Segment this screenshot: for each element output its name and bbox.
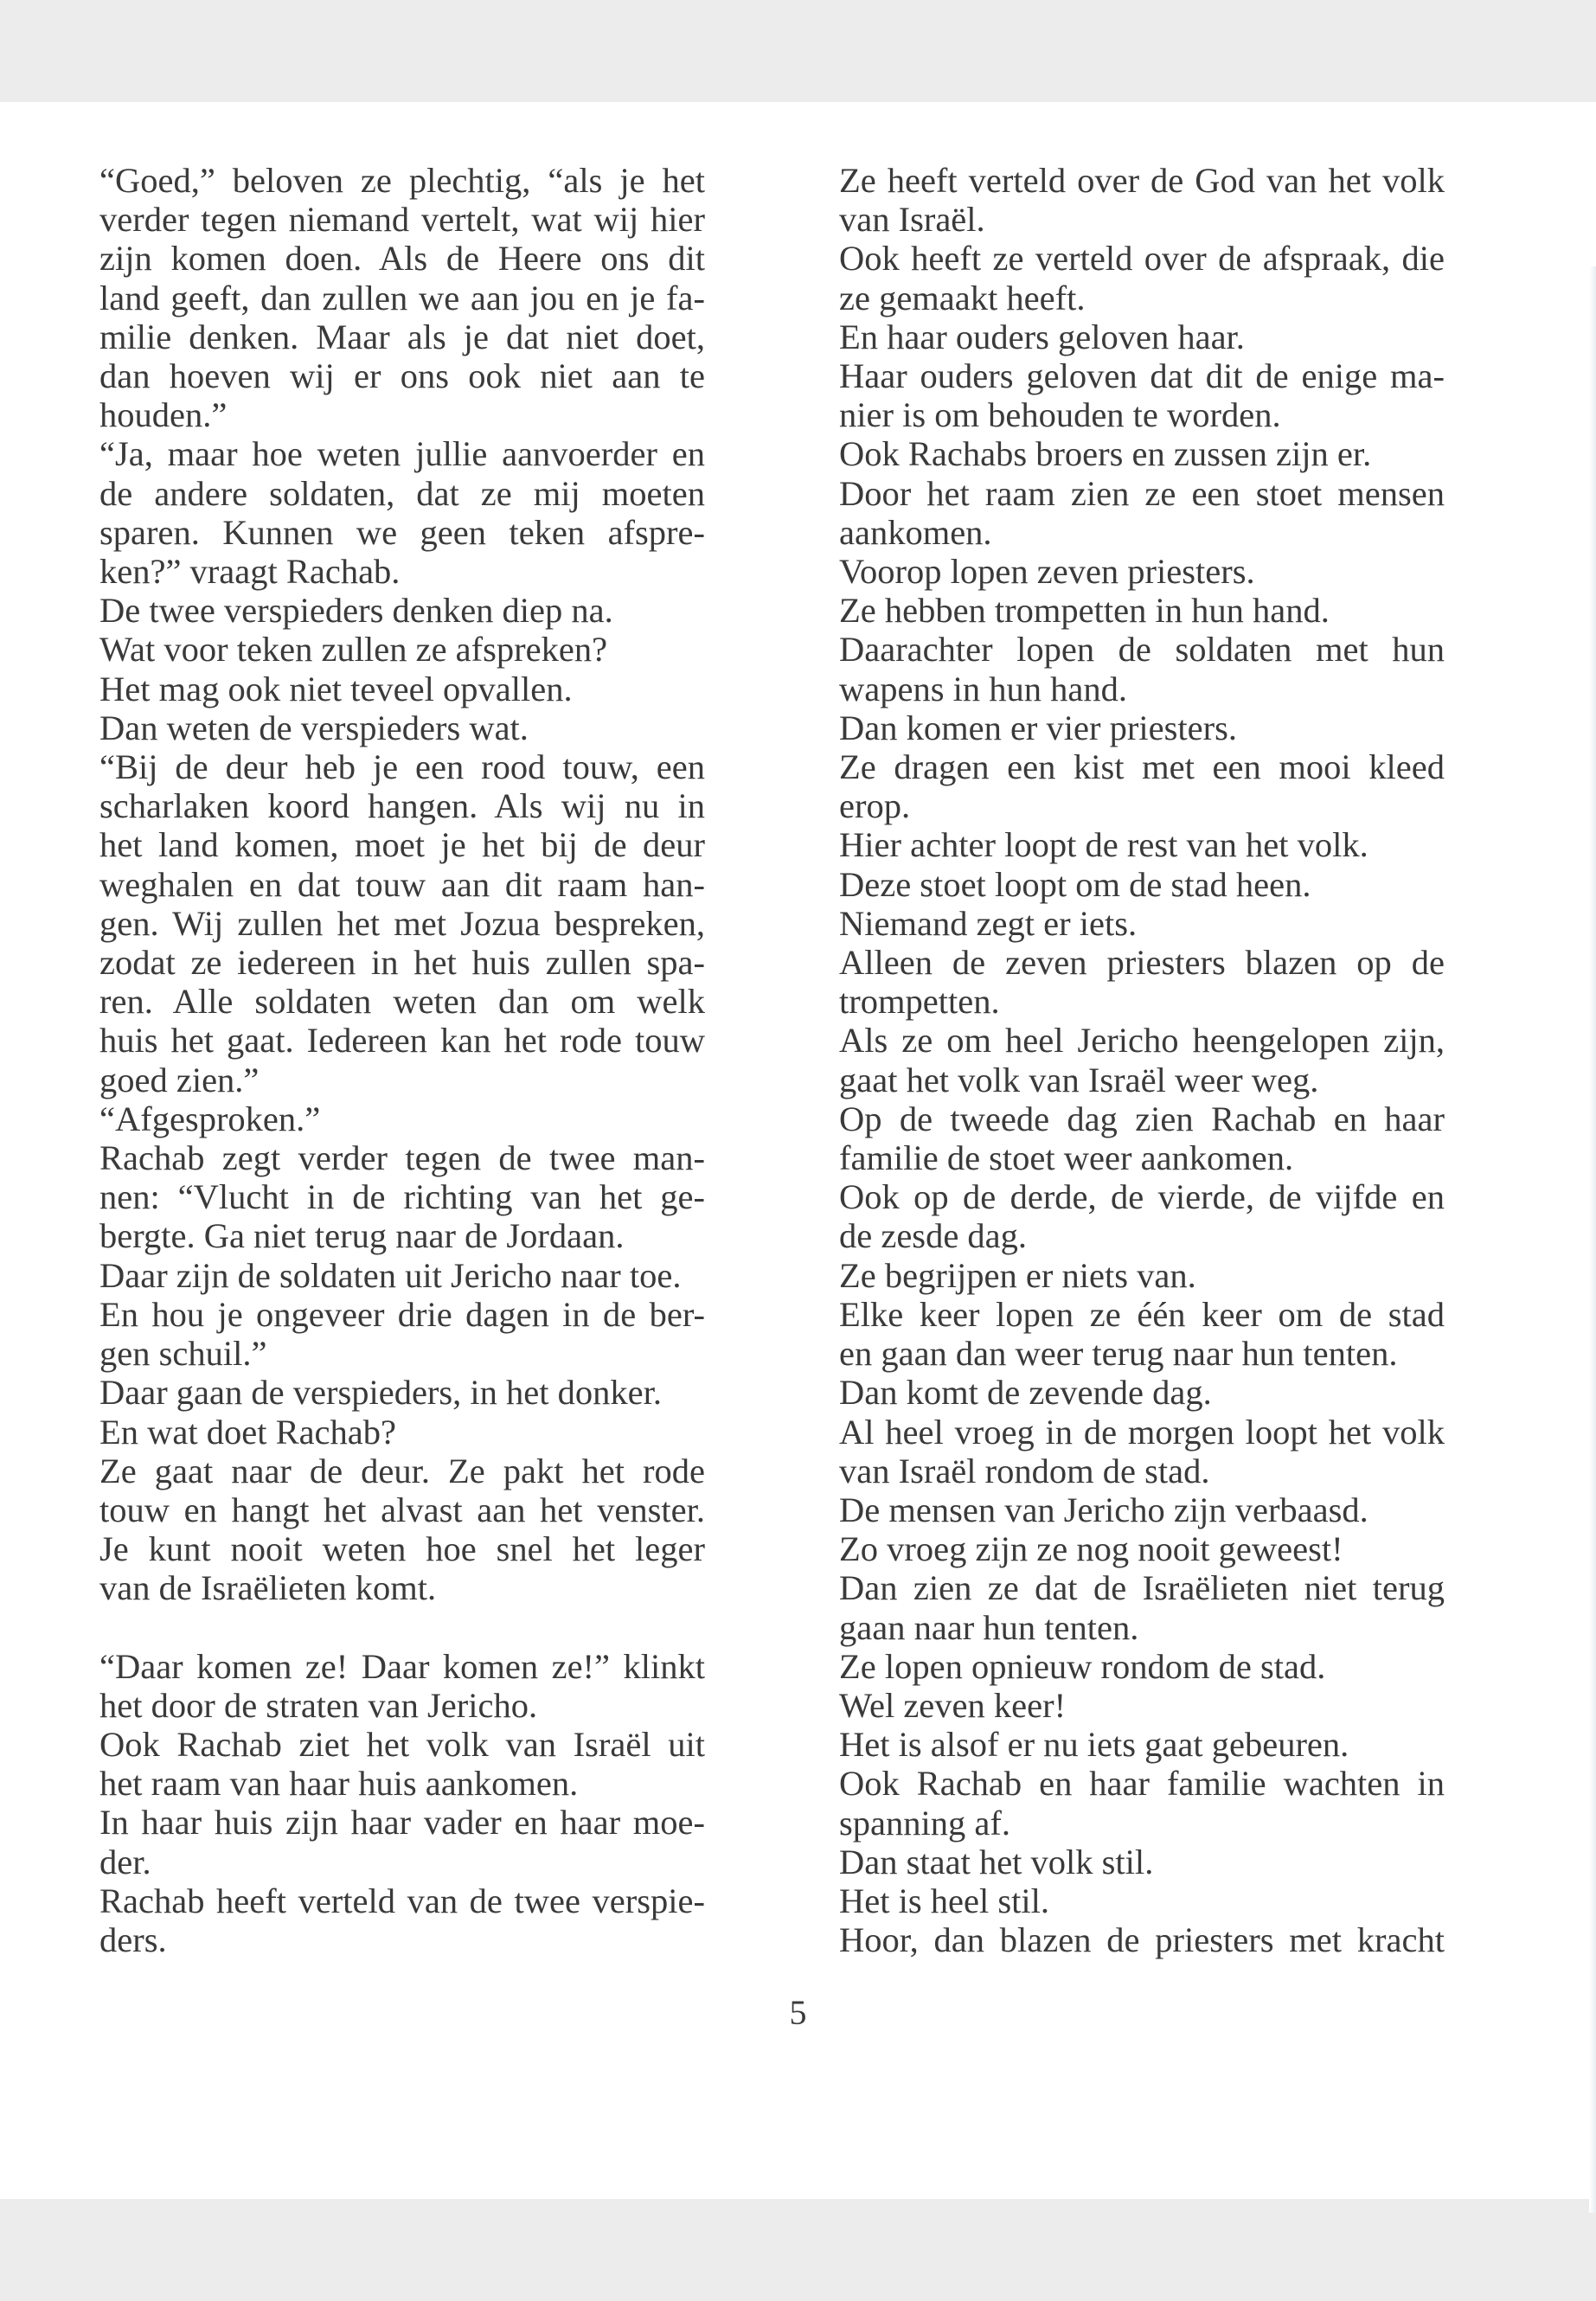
text-line: van Israël. [839, 200, 985, 240]
text-line: nen: “Vlucht in de richting van het ge- [99, 1177, 705, 1217]
text-line: en gaan dan weer terug naar hun tenten. [839, 1334, 1398, 1374]
text-line: Ook heeft ze verteld over de afspraak, die [839, 239, 1445, 279]
text-line: van de Israëlieten komt. [99, 1568, 437, 1608]
text-line: Als ze om heel Jericho heengelopen zijn, [839, 1021, 1445, 1061]
paragraph-gap [99, 1608, 705, 1647]
text-line: Daar gaan de verspieders, in het donker. [99, 1373, 662, 1413]
left-text-column [99, 161, 705, 1959]
text-line: zodat ze iedereen in het huis zullen spa- [99, 943, 705, 983]
text-line: goed zien.” [99, 1060, 260, 1099]
text-line: Het is alsof er nu iets gaat gebeuren. [839, 1725, 1349, 1765]
text-line: milie denken. Maar als je dat niet doet, [99, 317, 705, 356]
text-line: Niemand zegt er iets. [839, 903, 1138, 943]
text-line: gen schuil.” [99, 1334, 267, 1374]
text-line: En hou je ongeveer drie dagen in de ber- [99, 1294, 705, 1334]
text-line: ders. [99, 1920, 167, 1959]
text-line: ze gemaakt heeft. [839, 278, 1086, 317]
text-line: Al heel vroeg in de morgen loopt het volk [839, 1412, 1445, 1452]
text-line: Dan staat het volk stil. [839, 1842, 1154, 1881]
text-line: Voorop lopen zeven priesters. [839, 552, 1255, 592]
text-line: ren. Alle soldaten weten dan om welk [99, 982, 705, 1022]
text-line: Ze hebben trompetten in hun hand. [839, 591, 1330, 631]
text-line: Op de tweede dag zien Rachab en haar [839, 1099, 1445, 1138]
text-line: Wel zeven keer! [839, 1685, 1067, 1725]
text-line: het raam van haar huis aankomen. [99, 1764, 579, 1804]
text-line: Ze gaat naar de deur. Ze pakt het rode [99, 1451, 705, 1490]
text-line: verder tegen niemand vertelt, wat wij hier [99, 200, 705, 240]
text-line: trompetten. [839, 982, 1000, 1022]
text-line: Deze stoet loopt om de stad heen. [839, 864, 1311, 904]
text-line: Ook Rachab en haar familie wachten in [839, 1764, 1445, 1804]
text-line: familie de stoet weer aankomen. [839, 1138, 1294, 1178]
text-line: huis het gaat. Iedereen kan het rode touw [99, 1021, 705, 1061]
text-line: Je kunt nooit weten hoe snel het leger [99, 1529, 705, 1569]
text-line: Het is heel stil. [839, 1881, 1049, 1920]
text-line: “Goed,” beloven ze plechtig, “als je het [99, 161, 705, 200]
text-line: Elke keer lopen ze één keer om de stad [839, 1294, 1445, 1334]
text-line: Dan zien ze dat de Israëlieten niet terug [839, 1568, 1445, 1608]
text-line: In haar huis zijn haar vader en haar moe- [99, 1803, 705, 1843]
text-line: gen. Wij zullen het met Jozua bespreken, [99, 903, 705, 943]
text-line: De twee verspieders denken diep na. [99, 591, 613, 631]
text-line: “Daar komen ze! Daar komen ze!” klinkt [99, 1646, 705, 1686]
text-line: ken?” vraagt Rachab. [99, 552, 401, 592]
text-line: weghalen en dat touw aan dit raam han- [99, 864, 705, 904]
text-line: Daarachter lopen de soldaten met hun [839, 630, 1445, 670]
text-line: Hier achter loopt de rest van het volk. [839, 825, 1368, 865]
text-line: van Israël rondom de stad. [839, 1451, 1210, 1490]
text-line: “Bij de deur heb je een rood touw, een [99, 747, 705, 787]
text-line: Ze begrijpen er niets van. [839, 1255, 1196, 1295]
text-line: Door het raam zien ze een stoet mensen [839, 473, 1445, 513]
text-line: houden.” [99, 395, 228, 435]
text-line: wapens in hun hand. [839, 669, 1127, 708]
text-line: aankomen. [839, 512, 992, 552]
text-line: de zesde dag. [839, 1216, 1028, 1256]
right-text-column [839, 161, 1445, 1959]
text-line: erop. [839, 786, 911, 826]
text-line: sparen. Kunnen we geen teken afspre- [99, 512, 705, 552]
text-line: Ook Rachab ziet het volk van Israël uit [99, 1724, 705, 1764]
text-line: touw en hangt het alvast aan het venster. [99, 1490, 705, 1529]
text-line: spanning af. [839, 1803, 1010, 1843]
text-line: Het mag ook niet teveel opvallen. [99, 669, 573, 708]
text-line: En haar ouders geloven haar. [839, 317, 1245, 356]
text-line: De mensen van Jericho zijn verbaasd. [839, 1490, 1368, 1529]
text-line: land geeft, dan zullen we aan jou en je fa- [99, 278, 705, 317]
text-line: gaan naar hun tenten. [839, 1607, 1139, 1647]
text-line: dan hoeven wij er ons ook niet aan te [99, 356, 705, 396]
text-line: Rachab zegt verder tegen de twee man- [99, 1138, 705, 1178]
text-line: Haar ouders geloven dat dit de enige ma- [839, 356, 1445, 396]
text-line: “Afgesproken.” [99, 1099, 321, 1138]
text-line: het land komen, moet je het bij de deur [99, 825, 705, 865]
text-line: Dan komt de zevende dag. [839, 1373, 1212, 1413]
text-line: het door de straten van Jericho. [99, 1685, 538, 1725]
text-line: de andere soldaten, dat ze mij moeten [99, 473, 705, 513]
text-line: En wat doet Rachab? [99, 1412, 396, 1452]
page-number: 5 [789, 1993, 807, 2032]
text-line: Wat voor teken zullen ze afspreken? [99, 630, 608, 670]
text-line: zijn komen doen. Als de Heere ons dit [99, 239, 705, 279]
text-line: gaat het volk van Israël weer weg. [839, 1060, 1319, 1099]
text-line: Ook op de derde, de vierde, de vijfde en [839, 1177, 1445, 1217]
text-line: Dan weten de verspieders wat. [99, 708, 529, 747]
text-line: Dan komen er vier priesters. [839, 708, 1237, 747]
text-line: Ze lopen opnieuw rondom de stad. [839, 1646, 1326, 1686]
text-line: bergte. Ga niet terug naar de Jordaan. [99, 1216, 625, 1256]
text-line: Ze dragen een kist met een mooi kleed [839, 747, 1445, 787]
text-line: “Ja, maar hoe weten jullie aanvoerder en [99, 434, 705, 474]
text-line: Rachab heeft verteld van de twee verspie- [99, 1881, 705, 1920]
text-line: Hoor, dan blazen de priesters met kracht [839, 1920, 1445, 1960]
text-line: Ze heeft verteld over de God van het volk [839, 161, 1445, 200]
text-line: Ook Rachabs broers en zussen zijn er. [839, 434, 1372, 474]
page-edge-shadow [1589, 266, 1596, 2213]
text-line: Alleen de zeven priesters blazen op de [839, 943, 1445, 983]
text-line: scharlaken koord hangen. Als wij nu in [99, 786, 705, 826]
text-line: nier is om behouden te worden. [839, 395, 1281, 435]
text-line: Daar zijn de soldaten uit Jericho naar toe. [99, 1255, 682, 1295]
text-line: der. [99, 1842, 151, 1881]
text-line: Zo vroeg zijn ze nog nooit geweest! [839, 1529, 1343, 1569]
